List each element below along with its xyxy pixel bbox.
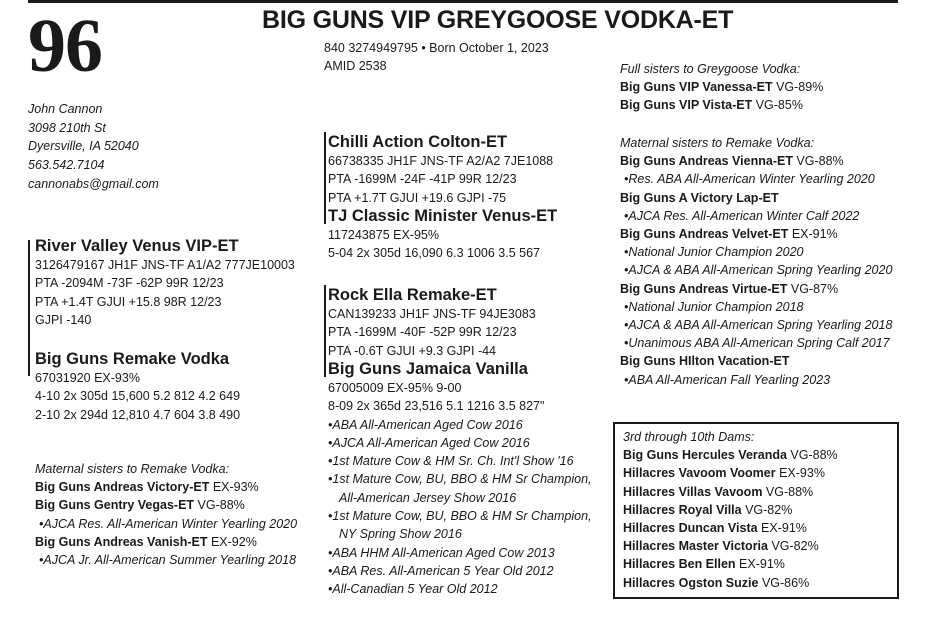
note-line: •National Junior Champion 2018 — [624, 299, 804, 314]
classification-score: EX-91% — [788, 227, 838, 242]
sister-entry — [620, 280, 892, 298]
dam-sire-block — [328, 285, 536, 360]
classification-score: VG-85% — [752, 98, 803, 113]
classification-score: VG-88% — [194, 498, 245, 513]
dam-sire-line: PTA -0.6T GJUI +9.3 GJPI -44 — [328, 343, 497, 358]
animal-name: Big Guns A Victory Lap-ET — [620, 190, 779, 205]
dam-dam-line: 8-09 2x 365d 23,516 5.1 1216 3.5 827" — [328, 399, 545, 414]
dam-entry — [623, 464, 889, 482]
sire-name: River Valley Venus VIP-ET — [35, 237, 239, 255]
note-line: •AJCA Res. All-American Winter Calf 2022 — [624, 208, 860, 223]
animal-name: Hillacres Villas Vavoom — [623, 484, 763, 499]
classification-score: VG-87% — [787, 281, 839, 296]
classification-score: EX-93% — [209, 480, 259, 495]
dam-block — [35, 349, 240, 424]
top-rule — [28, 0, 898, 3]
honor-line: •ABA All-American Aged Cow 2016 — [328, 417, 523, 432]
maternal-sisters-block — [620, 134, 892, 389]
sire-sire-line: 66738335 JH1F JNS-TF A2/A2 7JE1088 — [328, 154, 554, 168]
classification-score: EX-92% — [207, 534, 257, 549]
note-line: •Unanimous ABA All-American Spring Calf 2017 — [624, 336, 890, 351]
pedigree-bracket-dam — [324, 285, 326, 377]
consignor-address: 3098 210th St — [28, 120, 106, 135]
animal-name: Big Guns Andreas Virtue-ET — [620, 281, 788, 296]
dams-list — [623, 446, 889, 592]
sire-sire-line: PTA +1.7T GJUI +19.6 GJPI -75 — [328, 190, 507, 205]
dam-dam-block — [328, 359, 592, 599]
sire-block — [35, 236, 295, 329]
animal-name: Big Guns Andreas Vanish-ET — [35, 534, 208, 549]
sister-entry — [620, 225, 892, 243]
honor-line: •All-Canadian 5 Year Old 2012 — [328, 582, 498, 597]
full-sisters-block — [620, 60, 823, 115]
dam-sire-line: PTA -1699M -40F -52P 99R 12/23 — [328, 325, 517, 340]
consignor-city: Dyersville, IA 52040 — [28, 139, 139, 154]
sister-entry — [620, 152, 892, 170]
animal-name: Hillacres Duncan Vista — [623, 521, 758, 536]
animal-name: Big Guns HIlton Vacation-ET — [620, 354, 790, 369]
sire-line: PTA +1.4T GJUI +15.8 98R 12/23 — [35, 294, 222, 309]
sire-dam-name: TJ Classic Minister Venus-ET — [328, 207, 558, 225]
dam-entry — [623, 446, 889, 464]
animal-name: Big Guns Andreas Vienna-ET — [620, 154, 793, 169]
animal-name: Hillacres Royal Villa — [623, 502, 742, 517]
dams-box — [613, 422, 899, 599]
classification-score: VG-82% — [741, 502, 793, 517]
dam-sire-name: Rock Ella Remake-ET — [328, 286, 497, 304]
dam-entry — [623, 483, 889, 501]
remake-sisters-heading: Maternal sisters to Remake Vodka: — [35, 462, 230, 476]
animal-name: Big Guns VIP Vista-ET — [620, 98, 753, 113]
sister-entry — [35, 478, 297, 496]
note-line: •AJCA & ABA All-American Spring Yearling 2020 — [624, 263, 893, 278]
classification-score: VG-89% — [772, 80, 824, 95]
sister-entry — [620, 78, 823, 96]
classification-score: EX-91% — [757, 521, 807, 536]
sire-line: PTA -2094M -73F -62P 99R 12/23 — [35, 276, 224, 291]
maternal-sisters-list — [620, 152, 892, 389]
dam-line: 67031920 EX-93% — [35, 371, 140, 385]
note-line: •Res. ABA All-American Winter Yearling 2020 — [624, 172, 875, 187]
note-line: •National Junior Champion 2020 — [624, 245, 804, 260]
classification-score: VG-88% — [762, 484, 814, 499]
note-line: •AJCA & ABA All-American Spring Yearling 2018 — [624, 318, 893, 333]
honor-line: •1st Mature Cow & HM Sr. Ch. Int'l Show '16 — [328, 454, 574, 469]
lot-number: 96 — [28, 4, 102, 88]
maternal-sisters-heading: Maternal sisters to Remake Vodka: — [620, 136, 815, 150]
note-line: •AJCA Jr. All-American Summer Yearling 2018 — [39, 553, 297, 568]
dams-heading: 3rd through 10th Dams: — [623, 430, 755, 444]
honor-line: •AJCA All-American Aged Cow 2016 — [328, 435, 530, 450]
dam-entry — [623, 501, 889, 519]
honor-line: All-American Jersey Show 2016 — [339, 490, 517, 505]
animal-name: Big Guns Hercules Veranda — [623, 448, 787, 463]
full-sisters-list — [620, 78, 823, 114]
dam-entry — [623, 519, 889, 537]
animal-name: Big Guns Andreas Victory-ET — [35, 480, 210, 495]
dam-entry — [623, 537, 889, 555]
full-sisters-heading: Full sisters to Greygoose Vodka: — [620, 62, 801, 76]
animal-name: Hillacres Ogston Suzie — [623, 575, 759, 590]
consignor-block — [28, 100, 159, 194]
animal-name: Big Guns Andreas Velvet-ET — [620, 227, 789, 242]
dam-dam-line: 67005009 EX-95% 9-00 — [328, 381, 462, 395]
sire-line: 3126479167 JH1F JNS-TF A1/A2 777JE10003 — [35, 258, 295, 272]
honor-line: •1st Mature Cow, BU, BBO & HM Sr Champion, — [328, 509, 592, 524]
pedigree-bracket-sire — [324, 132, 326, 224]
consignor-email: cannonabs@gmail.com — [28, 176, 159, 191]
dam-dam-honors — [328, 416, 592, 599]
sire-sire-name: Chilli Action Colton-ET — [328, 133, 508, 151]
animal-name: Hillacres Master Victoria — [623, 539, 768, 554]
remake-sisters-list — [35, 478, 297, 569]
dam-sire-line: CAN139233 JH1F JNS-TF 94JE3083 — [328, 307, 536, 321]
pedigree-bracket-left — [28, 240, 30, 376]
dam-line: 2-10 2x 294d 12,810 4.7 604 3.8 490 — [35, 407, 241, 422]
classification-score: VG-88% — [786, 448, 838, 463]
dam-dam-name: Big Guns Jamaica Vanilla — [328, 360, 528, 378]
sister-entry — [35, 496, 297, 514]
sister-entry — [35, 533, 297, 551]
dam-entry — [623, 574, 889, 592]
registration: 840 3274949795 • Born October 1, 2023 — [324, 41, 549, 55]
classification-score: EX-91% — [735, 557, 785, 572]
page-title: BIG GUNS VIP GREYGOOSE VODKA-ET — [262, 6, 734, 34]
note-line: •ABA All-American Fall Yearling 2023 — [624, 372, 831, 387]
honor-line: •ABA Res. All-American 5 Year Old 2012 — [328, 563, 554, 578]
sister-entry — [620, 352, 892, 370]
sister-entry — [620, 189, 892, 207]
sister-entry — [620, 96, 823, 114]
amid: AMID 2538 — [324, 59, 387, 73]
note-line: •AJCA Res. All-American Winter Yearling 2020 — [39, 516, 298, 531]
honor-line: •1st Mature Cow, BU, BBO & HM Sr Champion, — [328, 472, 592, 487]
consignor-name: John Cannon — [28, 102, 103, 116]
animal-name: Hillacres Ben Ellen — [623, 557, 736, 572]
sire-dam-line: 5-04 2x 305d 16,090 6.3 1006 3.5 567 — [328, 246, 540, 261]
classification-score: VG-82% — [767, 539, 819, 554]
sire-sire-block — [328, 132, 553, 207]
consignor-phone: 563.542.7104 — [28, 158, 105, 173]
classification-score: VG-88% — [792, 154, 844, 169]
animal-name: Big Guns Gentry Vegas-ET — [35, 498, 195, 513]
dam-line: 4-10 2x 305d 15,600 5.2 812 4.2 649 — [35, 389, 241, 404]
honor-line: NY Spring Show 2016 — [339, 527, 462, 542]
classification-score: EX-93% — [775, 466, 825, 481]
sire-line: GJPI -140 — [35, 312, 92, 327]
remake-sisters-block — [35, 460, 297, 569]
sire-sire-line: PTA -1699M -24F -41P 99R 12/23 — [328, 172, 517, 187]
dam-entry — [623, 555, 889, 573]
classification-score: VG-86% — [758, 575, 810, 590]
sire-dam-block — [328, 206, 557, 263]
animal-name: Big Guns VIP Vanessa-ET — [620, 80, 773, 95]
sire-dam-line: 117243875 EX-95% — [328, 228, 439, 242]
honor-line: •ABA HHM All-American Aged Cow 2013 — [328, 545, 555, 560]
dam-name: Big Guns Remake Vodka — [35, 350, 230, 368]
animal-name: Hillacres Vavoom Voomer — [623, 466, 776, 481]
